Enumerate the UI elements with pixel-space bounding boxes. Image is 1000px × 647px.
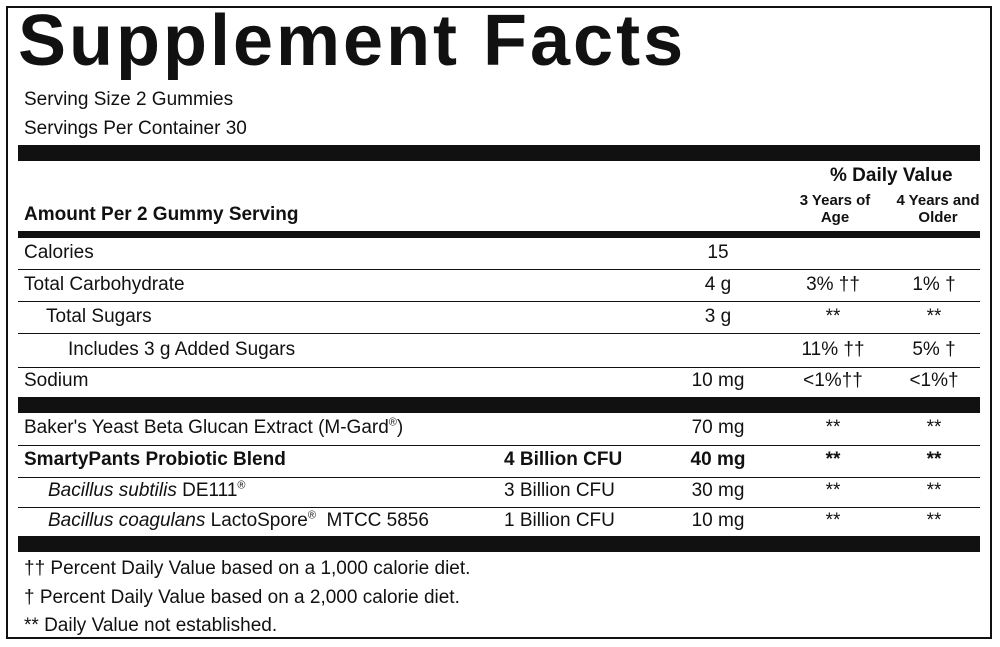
panel-title: Supplement Facts <box>18 1 687 81</box>
nutrient-dv-3-years: 3% †† <box>806 274 860 295</box>
daily-value-header-row <box>18 165 980 189</box>
ingredient-dv-3-years: ** <box>825 449 841 470</box>
ingredient-dv-3-years: ** <box>825 417 841 438</box>
ingredient-dv-3-years: ** <box>825 510 841 531</box>
ingredient-name <box>48 480 246 502</box>
ingredient-cfu: 1 Billion CFU <box>504 510 615 531</box>
row-rule <box>18 445 980 446</box>
nutrient-row-calories <box>18 242 980 268</box>
ingredient-name-text: Baker's Yeast Beta Glucan Extract (M-Gard <box>24 417 389 438</box>
col-header-3-years-line2: Age <box>820 209 850 226</box>
row-rule <box>18 301 980 302</box>
nutrient-amount: 10 mg <box>691 370 745 391</box>
ingredient-row-bacillus-coagulans <box>18 510 980 536</box>
nutrient-name: Calories <box>24 242 94 263</box>
ingredient-dv-4-years: ** <box>926 449 942 470</box>
row-rule <box>18 477 980 478</box>
thick-divider-bottom <box>18 536 980 552</box>
nutrient-row-sodium <box>18 370 980 396</box>
ingredient-name: SmartyPants Probiotic Blend <box>24 449 286 470</box>
row-rule <box>18 367 980 368</box>
registered-mark: ® <box>307 509 316 522</box>
ingredient-dv-4-years: ** <box>926 417 942 438</box>
thick-divider-middle <box>18 397 980 413</box>
ingredient-row-probiotic-blend <box>18 449 980 475</box>
daily-value-heading: % Daily Value <box>830 165 953 186</box>
supplement-facts-panel <box>6 1 992 639</box>
footnote-dagger: † Percent Daily Value based on a 2,000 calorie diet. <box>24 587 460 608</box>
ingredient-dv-3-years: ** <box>825 480 841 501</box>
ingredient-cfu: 4 Billion CFU <box>504 449 623 470</box>
amount-per-serving-label: Amount Per 2 Gummy Serving <box>24 204 299 225</box>
footnote-double-dagger: †† Percent Daily Value based on a 1,000 calorie diet. <box>24 558 471 579</box>
nutrient-name: Sodium <box>24 370 89 391</box>
servings-per-container: Servings Per Container 30 <box>24 118 247 139</box>
row-rule <box>18 333 980 334</box>
ingredient-dv-4-years: ** <box>926 510 942 531</box>
nutrient-name: Total Sugars <box>46 306 152 327</box>
registered-mark: ® <box>388 416 397 429</box>
nutrient-row-total-carbohydrate <box>18 274 980 300</box>
row-rule <box>18 507 980 508</box>
col-header-4-years-line1: 4 Years and <box>896 192 980 209</box>
nutrient-dv-3-years: ** <box>825 306 841 327</box>
row-rule <box>18 269 980 270</box>
col-header-4-years-line2: Older <box>918 209 958 226</box>
ingredient-name-tail: MTCC 5856 <box>315 510 429 531</box>
nutrient-dv-3-years: 11% †† <box>801 339 865 360</box>
nutrient-amount: 15 <box>707 242 729 263</box>
ingredient-name <box>24 417 403 439</box>
col-header-3-years-line1: 3 Years of <box>799 192 871 209</box>
registered-mark: ® <box>237 479 246 492</box>
ingredient-species: Bacillus coagulans <box>48 510 206 531</box>
ingredient-amount: 40 mg <box>690 449 746 470</box>
ingredient-strain: DE111 <box>176 480 238 501</box>
nutrient-dv-3-years: <1%†† <box>803 370 863 391</box>
nutrient-dv-4-years: 5% † <box>912 339 956 360</box>
nutrient-dv-4-years: ** <box>926 306 942 327</box>
nutrient-name: Total Carbohydrate <box>24 274 185 295</box>
medium-divider <box>18 231 980 238</box>
ingredient-amount: 10 mg <box>691 510 745 531</box>
nutrient-amount: 3 g <box>704 306 732 327</box>
serving-size: Serving Size 2 Gummies <box>24 89 234 110</box>
nutrient-row-total-sugars <box>18 306 980 332</box>
ingredient-cfu: 3 Billion CFU <box>504 480 615 501</box>
ingredient-dv-4-years: ** <box>926 480 942 501</box>
ingredient-species: Bacillus subtilis <box>48 480 177 501</box>
nutrient-row-added-sugars <box>18 339 980 365</box>
ingredient-row-beta-glucan <box>18 417 980 443</box>
ingredient-amount: 70 mg <box>691 417 745 438</box>
ingredient-name-tail: ) <box>396 417 404 438</box>
nutrient-dv-4-years: 1% † <box>912 274 956 295</box>
nutrient-amount: 4 g <box>704 274 732 295</box>
footnote-not-established: ** Daily Value not established. <box>24 615 278 636</box>
ingredient-row-bacillus-subtilis <box>18 480 980 506</box>
ingredient-strain: LactoSpore <box>205 510 308 531</box>
ingredient-amount: 30 mg <box>691 480 745 501</box>
ingredient-name <box>48 510 429 532</box>
nutrient-name: Includes 3 g Added Sugars <box>68 339 296 360</box>
amount-per-serving-row <box>18 204 980 228</box>
nutrient-dv-4-years: <1%† <box>909 370 959 391</box>
thick-divider-top <box>18 145 980 161</box>
